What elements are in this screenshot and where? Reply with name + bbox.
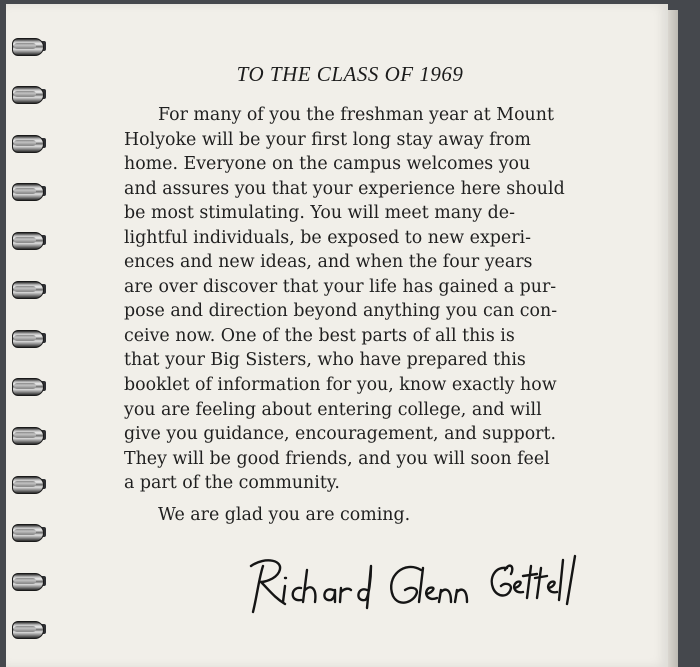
letter-line: ences and new ideas, and when the four years [124, 252, 533, 273]
spiral-ring [12, 524, 48, 540]
next-page-edge [668, 10, 678, 667]
handwritten-signature [245, 548, 595, 618]
ring-wire-highlight [14, 91, 36, 97]
ring-wire-highlight [14, 140, 36, 146]
ring-wire-highlight [14, 529, 36, 535]
ring-wire-highlight [14, 237, 36, 243]
letter-line: They will be good friends, and you will soon feel [124, 448, 550, 469]
spiral-ring [12, 232, 48, 248]
ring-wire-highlight [14, 578, 36, 584]
letter-line: be most stimulating. You will meet many de- [124, 203, 515, 224]
letter-line: lightful individuals, be exposed to new experi- [124, 227, 531, 248]
spiral-ring [12, 330, 48, 346]
letter-line: are over discover that your life has gained a pur- [124, 276, 557, 297]
letter-line: pose and direction beyond anything you can con- [124, 301, 558, 322]
ring-wire-highlight [14, 383, 36, 389]
spiral-ring [12, 573, 48, 589]
ring-wire-highlight [14, 188, 36, 194]
letter-line: a part of the community. [124, 473, 340, 494]
spiral-ring [12, 135, 48, 151]
ring-wire-highlight [14, 481, 36, 487]
spiral-ring [12, 476, 48, 492]
letter-line: home. Everyone on the campus welcomes you [124, 154, 531, 175]
letter-line: give you guidance, encouragement, and support. [124, 424, 556, 445]
ring-wire-highlight [14, 432, 36, 438]
closing-line: We are glad you are coming. [158, 505, 411, 525]
spiral-ring [12, 183, 48, 199]
spiral-ring [12, 378, 48, 394]
ring-wire-highlight [14, 626, 36, 632]
letter-line: ceive now. One of the best parts of all this is [124, 325, 515, 346]
letter-line: you are feeling about entering college, and will [124, 399, 542, 420]
letter-line: that your Big Sisters, who have prepared this [124, 350, 526, 371]
spiral-ring [12, 427, 48, 443]
letter-body [124, 103, 594, 496]
spiral-binding [0, 0, 60, 667]
spiral-ring [12, 38, 48, 54]
spiral-ring [12, 86, 48, 102]
letter-line: Holyoke will be your first long stay away from [124, 129, 531, 150]
page-title: TO THE CLASS OF 1969 [236, 62, 464, 86]
ring-wire-highlight [14, 335, 36, 341]
spiral-ring [12, 621, 48, 637]
ring-wire-highlight [14, 43, 36, 49]
letter-line: booklet of information for you, know exactly how [124, 375, 557, 396]
letter-line: and assures you that your experience here should [124, 178, 565, 199]
ring-wire-highlight [14, 286, 36, 292]
letter-line: For many of you the freshman year at Mount [158, 105, 554, 125]
spiral-ring [12, 281, 48, 297]
